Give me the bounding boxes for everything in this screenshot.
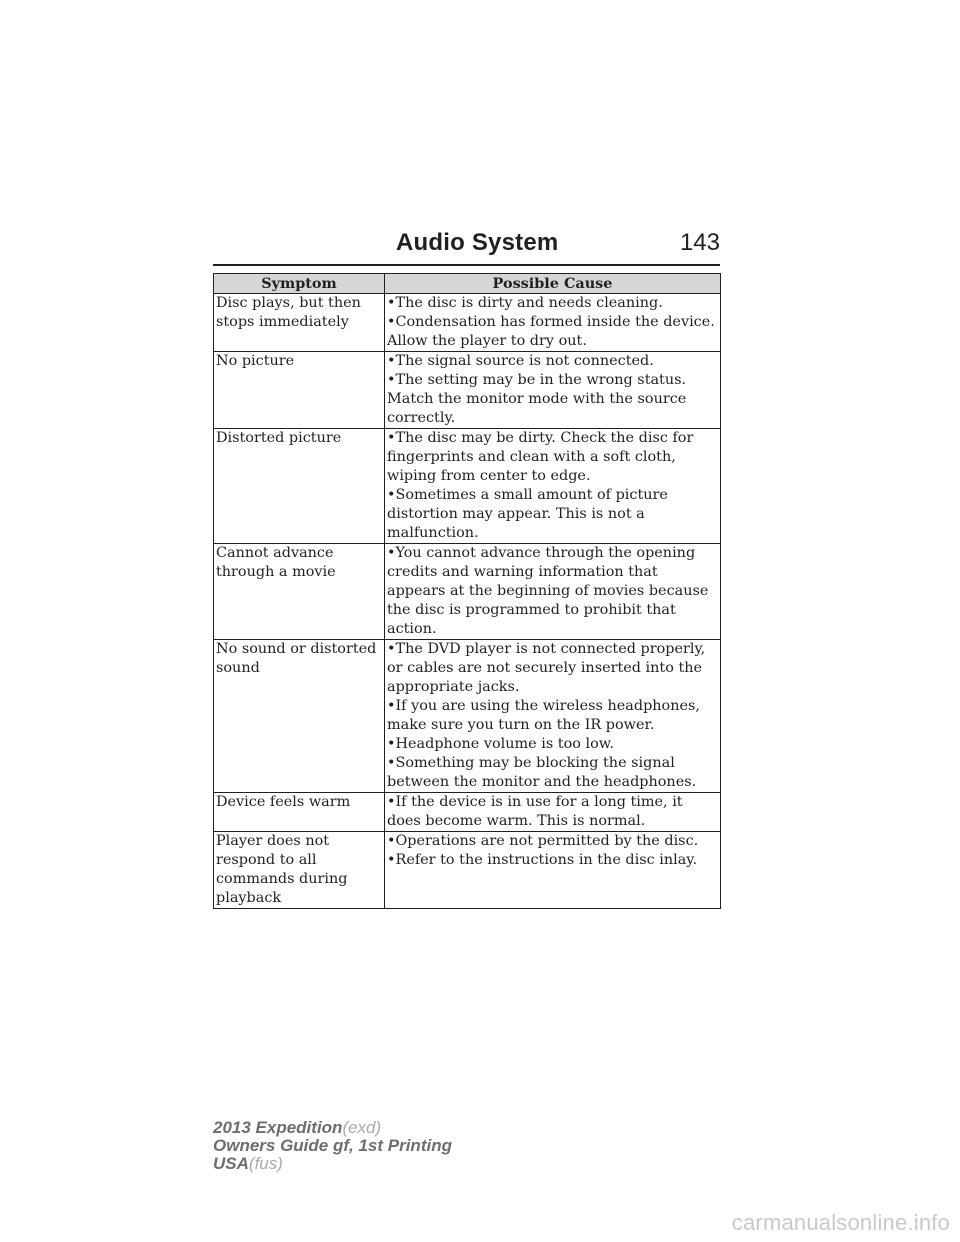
page-number: 143 bbox=[679, 229, 720, 256]
symptom-cell: Cannot advance through a movie bbox=[214, 544, 385, 640]
watermark: carmanualsonline.info bbox=[731, 1210, 950, 1235]
cause-cell bbox=[385, 352, 721, 429]
cause-item: •Something may be blocking the signal between the monitor and the headphones. bbox=[387, 755, 697, 790]
table-row bbox=[214, 544, 721, 640]
symptom-cell: Distorted picture bbox=[214, 429, 385, 544]
cause-item: •If you are using the wireless headphones, make sure you turn on the IR power. bbox=[387, 698, 700, 733]
table-row bbox=[214, 793, 721, 832]
table-header-row bbox=[214, 274, 721, 294]
footer-region: USA bbox=[213, 1154, 249, 1173]
cause-item: •Sometimes a small amount of picture distortion may appear. This is not a malfunction. bbox=[387, 487, 668, 541]
cause-item: •The disc is dirty and needs cleaning. bbox=[387, 295, 663, 311]
cause-cell bbox=[385, 429, 721, 544]
cause-item: •The disc may be dirty. Check the disc for fingerprints and clean with a soft cloth, wiping from center to edge. bbox=[387, 430, 694, 484]
column-header-cause: Possible Cause bbox=[385, 274, 721, 294]
symptom-cell: Device feels warm bbox=[214, 793, 385, 832]
page-header bbox=[213, 228, 720, 266]
footer-guide: Owners Guide gf, 1st Printing bbox=[213, 1136, 452, 1155]
symptom-cell: No picture bbox=[214, 352, 385, 429]
table-row bbox=[214, 832, 721, 909]
cause-item: •Operations are not permitted by the disc. bbox=[387, 833, 699, 849]
cause-item: •Refer to the instructions in the disc inlay. bbox=[387, 852, 698, 868]
cause-item: •Condensation has formed inside the device. Allow the player to dry out. bbox=[387, 314, 715, 349]
symptom-cell: Player does not respond to all commands during playback bbox=[214, 832, 385, 909]
table-row bbox=[214, 429, 721, 544]
footer-region-code: (fus) bbox=[248, 1154, 283, 1173]
symptom-cell: No sound or distorted sound bbox=[214, 640, 385, 793]
cause-cell bbox=[385, 832, 721, 909]
table-row bbox=[214, 640, 721, 793]
footer-model: 2013 Expedition bbox=[213, 1118, 343, 1137]
table-row bbox=[214, 352, 721, 429]
cause-cell bbox=[385, 544, 721, 640]
cause-cell bbox=[385, 294, 721, 352]
document-footer bbox=[213, 1119, 452, 1173]
cause-item: •The signal source is not connected. bbox=[387, 353, 654, 369]
cause-item: •You cannot advance through the opening credits and warning information that appears at the beginning of movies because the disc is programmed to prohibit that action. bbox=[387, 545, 709, 637]
column-header-symptom: Symptom bbox=[214, 274, 385, 294]
cause-item: •If the device is in use for a long time, it does become warm. This is normal. bbox=[387, 794, 683, 829]
cause-item: •Headphone volume is too low. bbox=[387, 736, 614, 752]
page-title: Audio System bbox=[396, 229, 559, 256]
cause-item: •The DVD player is not connected properly, or cables are not securely inserted into the appropriate jacks. bbox=[387, 641, 706, 695]
cause-cell bbox=[385, 793, 721, 832]
table-row bbox=[214, 294, 721, 352]
cause-cell bbox=[385, 640, 721, 793]
cause-item: •The setting may be in the wrong status. Match the monitor mode with the source correctly. bbox=[387, 372, 687, 426]
symptom-cell: Disc plays, but then stops immediately bbox=[214, 294, 385, 352]
footer-model-code: (exd) bbox=[342, 1118, 382, 1137]
troubleshooting-table bbox=[213, 273, 721, 909]
